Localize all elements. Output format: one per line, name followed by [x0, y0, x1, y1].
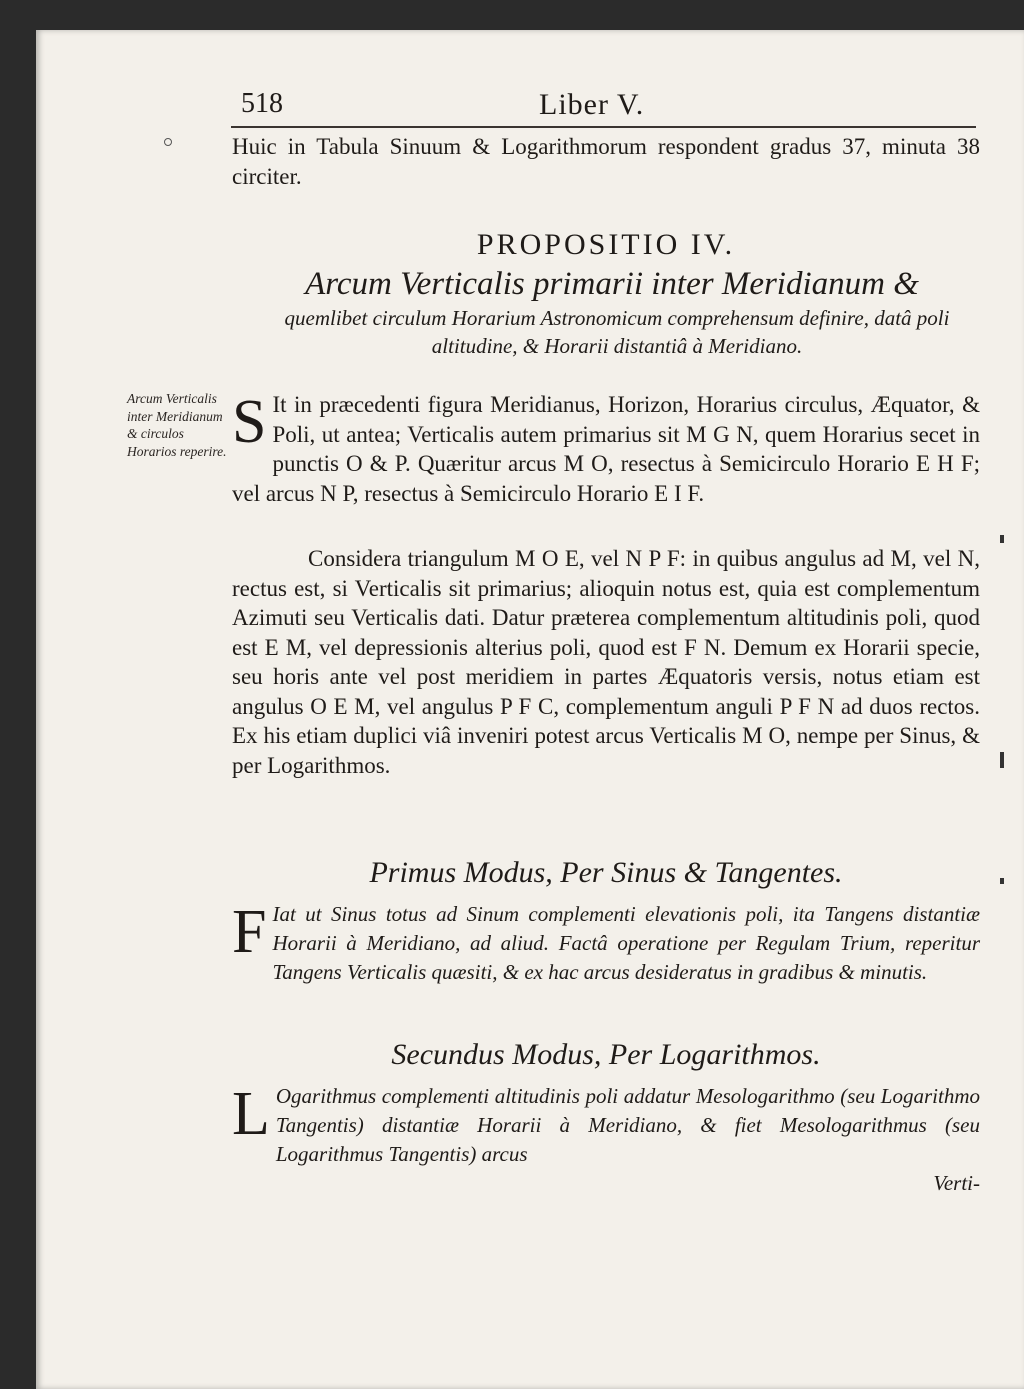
header-rule: [231, 126, 976, 128]
modus2-text: Ogarithmus complementi altitudinis poli addatur Mesologarithmo (seu Logarithmo Tangentis) distantiæ Horarii à Meridiano, & fiet Mesologarithmus (seu Logarithmus Tangentis) arcus: [275, 1084, 980, 1166]
dropcap-s: S: [232, 388, 267, 456]
paragraph-1: It in præcedenti figura Meridianus, Horizon, Horarius circulus, Æquator, & Poli, ut antea; Verticalis autem primarius sit M G N, quem Horarius secet in punctis O & P. Quæritur arcus M O, resectus à Semicirculo Horario E H F; vel arcus N P, resectus à Semicirculo Horario E I F.: [232, 392, 980, 506]
margin-note: Arcum Verticalis inter Meridianum & circulos Horarios reperire.: [127, 391, 227, 459]
book-page: [36, 30, 1024, 1389]
edge-mark: [1000, 535, 1004, 543]
proposition-statement: quemlibet circulum Horarium Astronomicum comprehensum definire, datâ poli altitudine, & Horarii distantiâ à Meridiano.: [284, 306, 950, 358]
dropcap-l: L: [232, 1080, 270, 1148]
paragraph-2-block: [232, 544, 980, 780]
page-header: [241, 88, 976, 128]
edge-mark: [1000, 752, 1004, 768]
proposition-title: PROPOSITIO IV.: [476, 228, 736, 261]
proposition-statement-line1: Arcum Verticalis primarii inter Meridianum &: [305, 266, 919, 302]
modus1-heading: Primus Modus, Per Sinus & Tangentes.: [369, 856, 843, 889]
paragraph-2: Considera triangulum M O E, vel N P F: in quibus angulus ad M, vel N, rectus est, si Verticalis sit primarius; alioquin notus est, quia est complementum Azimuti seu Verticalis dati. Datur præterea complementum altitudinis poli, quod est E M, vel depressionis alterius poli, quod est F N. Demum ex Horarii specie, seu horis ante vel post meridiem in partes Æquatoris versis, notus etiam est angulus O E M, vel angulus P F C, complementum anguli P F N ad duos rectos. Ex his etiam duplici viâ inveniri potest arcus Verticalis M O, nempe per Sinus, & per Logarithmos.: [232, 546, 980, 778]
page-number: 518: [241, 88, 283, 119]
dropcap-f: F: [232, 898, 267, 966]
edge-mark: [1000, 878, 1004, 884]
modus1-text: Iat ut Sinus totus ad Sinum complementi elevationis poli, ita Tangens distantiæ Horarii à Meridiano, ad aliud. Factâ operatione per Regulam Trium, reperitur Tangens Verticalis quæsiti, & ex hac arcus desideratus in gradibus & minutis.: [272, 902, 980, 984]
running-head: Liber V.: [539, 88, 645, 121]
modus2-heading: Secundus Modus, Per Logarithmos.: [391, 1038, 821, 1071]
margin-dot: [164, 138, 172, 146]
modus2-block: [232, 1082, 980, 1198]
intro-text: Huic in Tabula Sinuum & Logarithmorum respondent gradus 37, minuta 38 circiter.: [232, 134, 980, 189]
paragraph-1-block: [232, 390, 980, 508]
intro-block: [232, 132, 980, 191]
catchword: Verti-: [933, 1171, 980, 1195]
modus1-block: [232, 900, 980, 987]
